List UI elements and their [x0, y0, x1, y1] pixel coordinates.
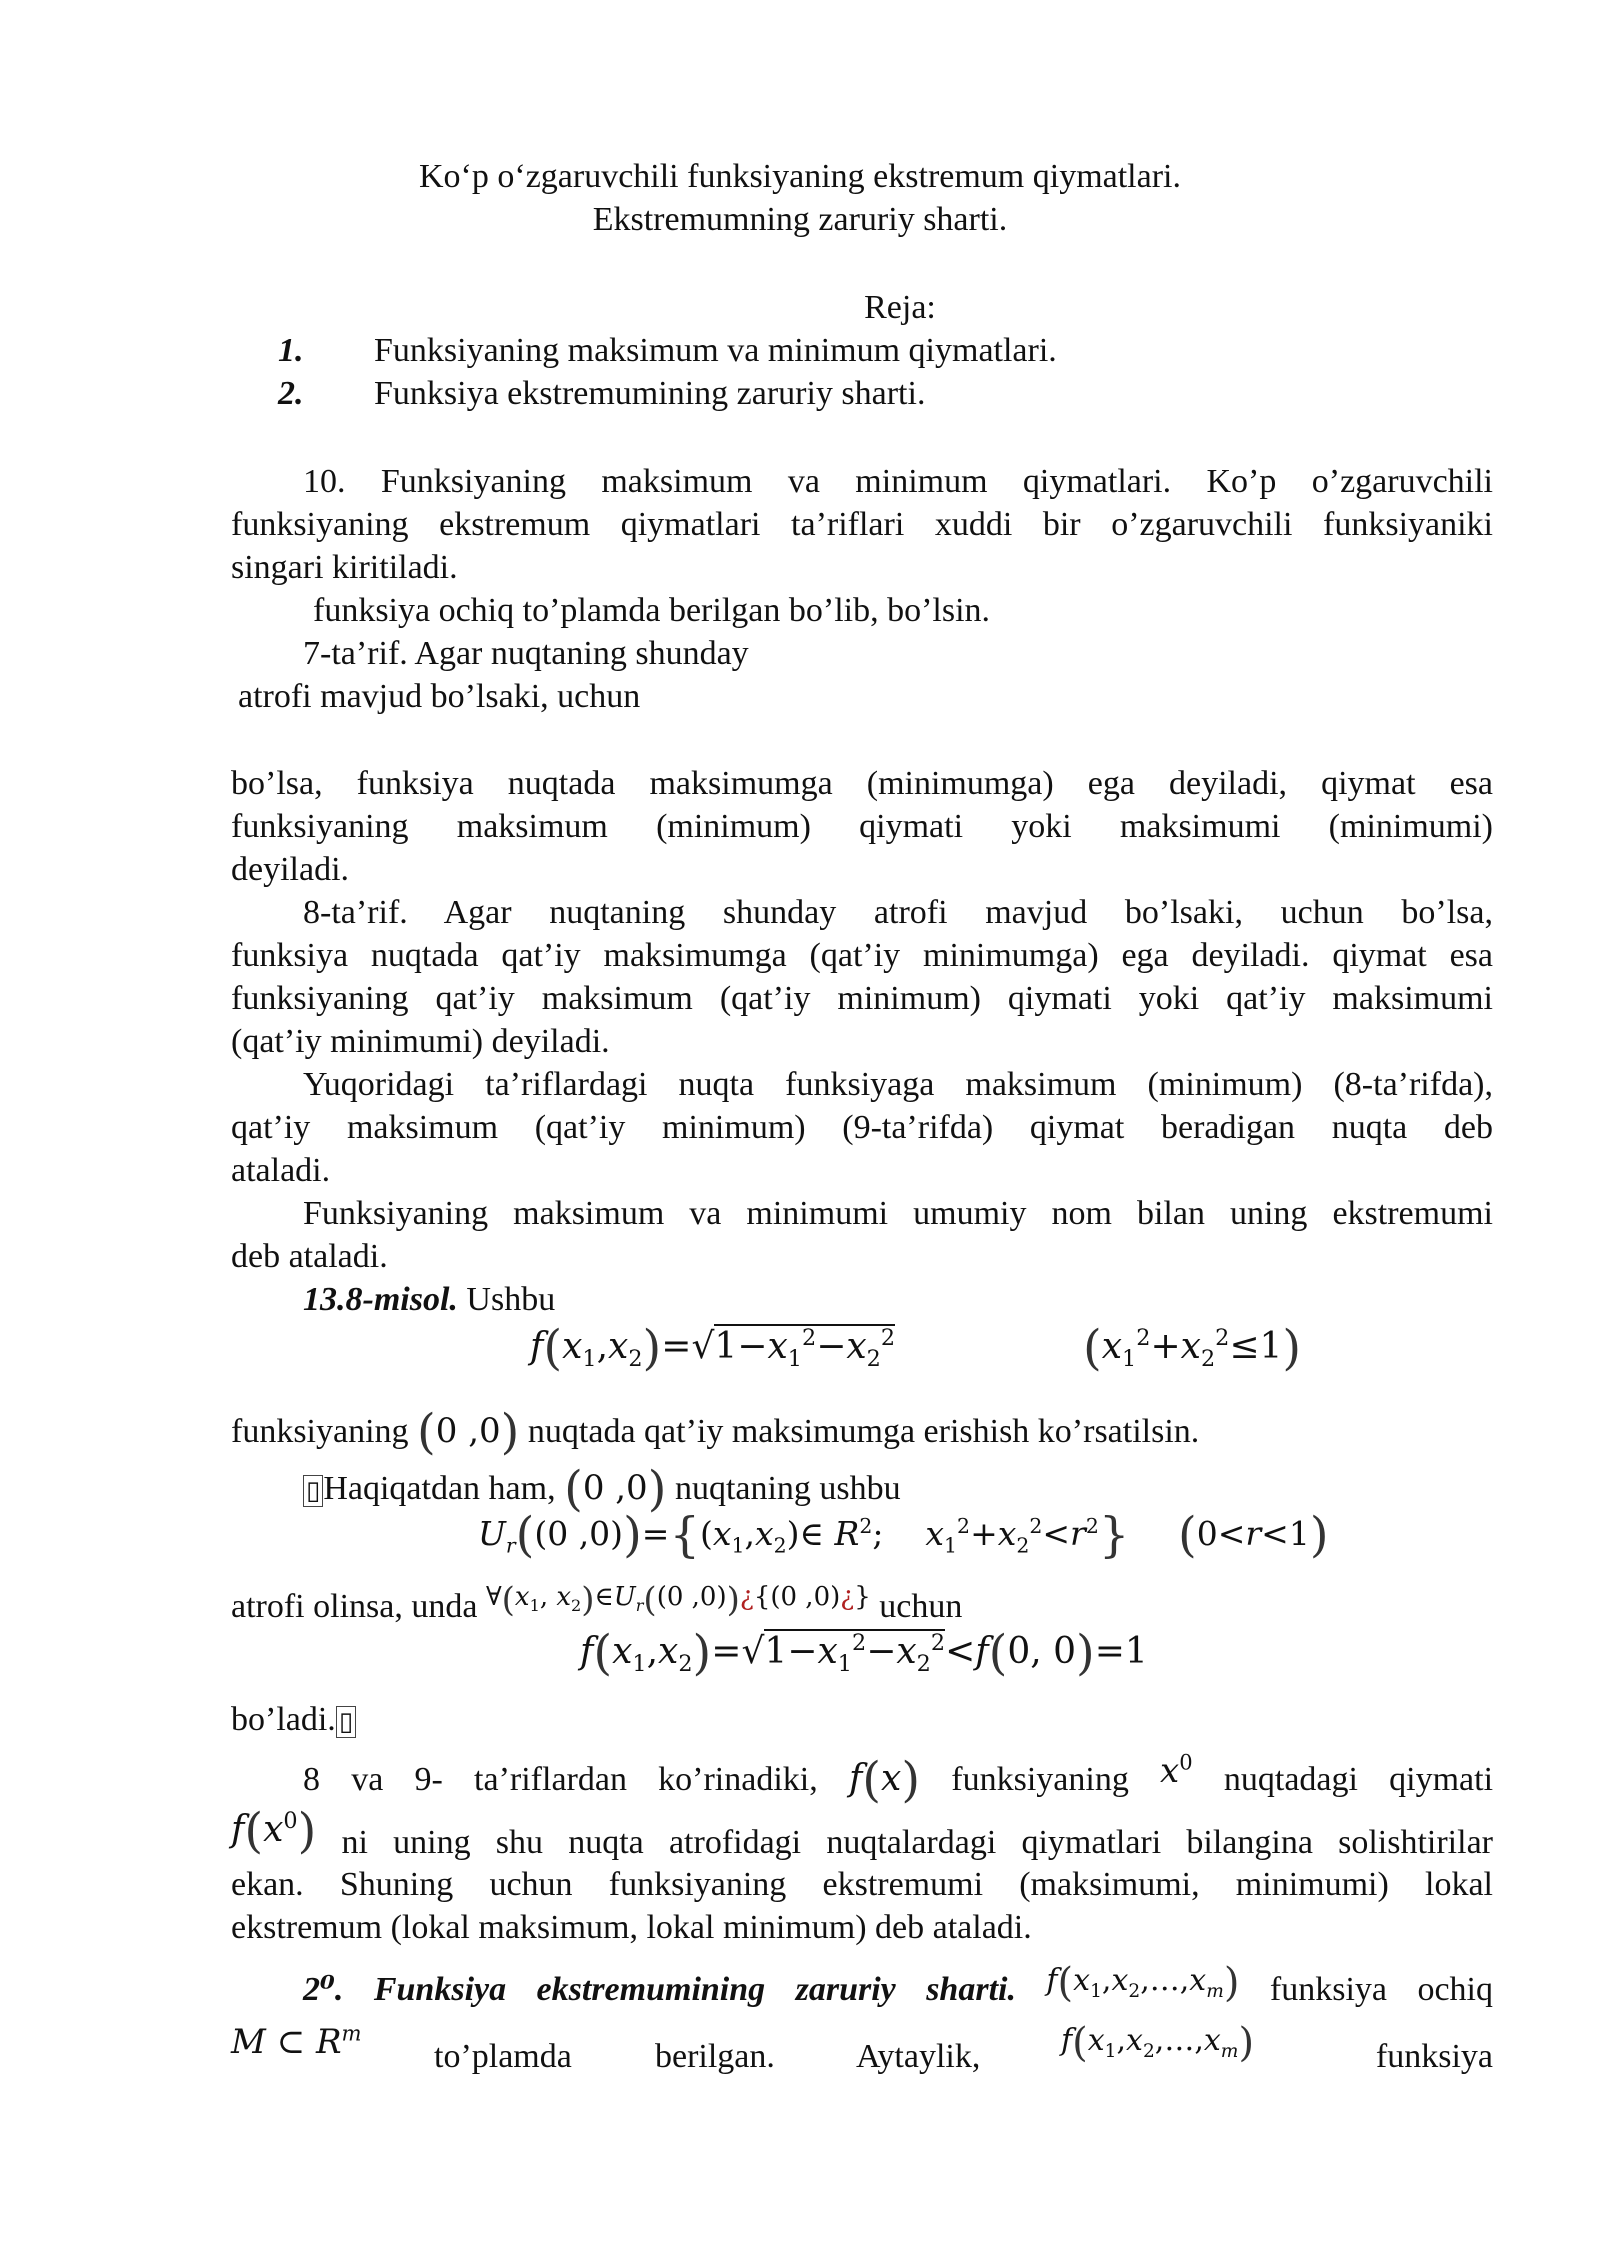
body-line: ekstremum (lokal maksimum, lokal minimum) deb ataladi. — [231, 1909, 1032, 1946]
formula-point-00: (0 ,0) — [417, 1404, 520, 1460]
text-fragment: atrofi olinsa, unda — [231, 1588, 478, 1625]
formula-neighborhood: $U_r((0$ $,0))=\{(x_1,x_2)\in$ $R^2$; $x_1^2+x_2^2<r^2$} — [478, 1507, 1130, 1563]
body-line: atrofi mavjud bo’lsaki, uchun — [238, 678, 641, 715]
body-line: bo’lsa, funksiya nuqtada maksimumga (minimumga) ega deyiladi, qiymat esa — [231, 765, 1493, 802]
text-fragment: nuqtada qat’iy maksimumga erishish ko’rsatilsin. — [527, 1413, 1200, 1450]
formula-fx: f(x) — [848, 1752, 921, 1808]
text-fragment: funksiya ochiq — [1269, 1971, 1493, 2008]
formula-domain: $(x_1^2+x_2^2\le 1)$ — [1083, 1320, 1302, 1376]
body-line: singari kiritiladi. — [231, 549, 458, 586]
section-2-line — [303, 1960, 1493, 2015]
text-fragment: nuqtadagi qiymati — [1223, 1761, 1494, 1798]
formula-f-xm: $f(x_1,x_2,\dots,x_m)$ — [1046, 1960, 1240, 2006]
text-fragment: bo’ladi. — [231, 1701, 336, 1738]
plan-item-text: Funksiya ekstremumining zaruriy sharti. — [374, 375, 926, 412]
text-fragment: ni uning shu nuqta atrofidagi nuqtalardagi qiymatlari bilangina solishtirilar — [341, 1824, 1493, 1861]
body-line: deb ataladi. — [231, 1238, 388, 1275]
body-line — [231, 1404, 1200, 1460]
body-line: deyiladi. — [231, 851, 350, 888]
formula-forall: ∀(x1, x2)∈Ur((0 ,0))¿{(0 ,0)¿} — [485, 1580, 871, 1620]
formula-M-subset: M ⊂ $R^m$ — [231, 2020, 362, 2062]
body-line — [231, 1698, 356, 1744]
formula-f-xm: $f(x_1,x_2,\dots,x_m)$ — [1061, 2020, 1255, 2066]
body-line: ataladi. — [231, 1152, 331, 1189]
body-line: (qat’iy minimumi) deyiladi. — [231, 1023, 610, 1060]
text-fragment: to’plamda — [434, 2038, 572, 2075]
body-line: 8-ta’rif. Agar nuqtaning shunday atrofi mavjud bo’lsaki, uchun bo’lsa, — [303, 894, 1493, 931]
box-glyph-icon: ▯ — [303, 1475, 323, 1507]
plan-heading: Reja: — [864, 289, 936, 326]
text-fragment: Aytaylik, — [856, 2038, 981, 2075]
formula-fx0: $f(x^0)$ — [231, 1803, 317, 1859]
formula-r-range: (0<r<1) — [1178, 1507, 1329, 1563]
box-glyph-icon: ▯ — [336, 1706, 356, 1738]
body-line: 10. Funksiyaning maksimum va minimum qiymatlari. Ko’p o’zgaruvchili — [303, 463, 1493, 500]
body-line — [303, 1749, 1494, 1808]
section-2-heading: 2⁰. Funksiya ekstremumining zaruriy sharti. — [303, 1971, 1016, 2008]
plan-item-number: 1. — [278, 332, 304, 369]
example-heading — [303, 1278, 555, 1321]
text-fragment: uchun — [879, 1588, 963, 1625]
text-fragment: funksiya — [1375, 2038, 1493, 2075]
body-line — [231, 1803, 1493, 1865]
body-line: funksiyaning qat’iy maksimum (qat’iy minimum) qiymati yoki qat’iy maksimumi — [231, 980, 1493, 1017]
formula-x0: $x^0$ — [1160, 1749, 1193, 1791]
body-line: Yuqoridagi ta’riflardagi nuqta funksiyaga maksimum (minimum) (8-ta’rifda), — [303, 1066, 1493, 1103]
body-line: 7-ta’rif. Agar nuqtaning shunday — [303, 635, 749, 672]
example-label: 13.8-misol. — [303, 1281, 458, 1318]
body-line: qat’iy maksimum (qat’iy minimum) (9-ta’rifda) qiymat beradigan nuqta deb — [231, 1109, 1493, 1146]
example-text: Ushbu — [457, 1281, 556, 1318]
page-title-line2: Ekstremumning zaruriy sharti. — [592, 201, 1008, 238]
body-line: funksiya nuqtada qat’iy maksimumga (qat’iy minimumga) ega deyiladi. qiymat esa — [231, 937, 1493, 974]
body-line: funksiyaning ekstremum qiymatlari ta’riflari xuddi bir o’zgaruvchili funksiyaniki — [231, 506, 1493, 543]
body-line — [303, 1461, 901, 1517]
body-line: funksiyaning maksimum (minimum) qiymati yoki maksimumi (minimumi) — [231, 808, 1493, 845]
text-fragment: funksiyaning — [231, 1413, 409, 1450]
text-fragment: nuqtaning ushbu — [674, 1470, 901, 1507]
text-fragment: berilgan. — [655, 2038, 775, 2075]
formula-point-00: (0 ,0) — [564, 1461, 667, 1517]
plan-item-text: Funksiyaning maksimum va minimum qiymatlari. — [374, 332, 1057, 369]
body-line: ekan. Shuning uchun funksiyaning ekstremumi (maksimumi, minimumi) lokal — [231, 1866, 1493, 1903]
page-title-line1: Ko‘p o‘zgaruvchili funksiyaning ekstremum qiymatlari. — [419, 158, 1181, 195]
formula-inequality: $f(x_1,x_2)=√1-x_1^2-x_2^2<f(0$, 0)=1 — [580, 1625, 1148, 1681]
body-line: Funksiyaning maksimum va minimumi umumiy nom bilan uning ekstremumi — [303, 1195, 1493, 1232]
body-line: funksiya ochiq to’plamda berilgan bo’lib, bo’lsin. — [313, 592, 991, 629]
formula-f-sqrt: $f(x_1,x_2)=√1-x_1^2-x_2^2$ — [530, 1320, 896, 1376]
plan-item-number: 2. — [278, 375, 304, 412]
text-fragment: 8 va 9- ta’riflardan ko’rinadiki, — [303, 1761, 818, 1798]
text-fragment: Haqiqatdan ham, — [323, 1470, 556, 1507]
text-fragment: funksiyaning — [951, 1761, 1129, 1798]
